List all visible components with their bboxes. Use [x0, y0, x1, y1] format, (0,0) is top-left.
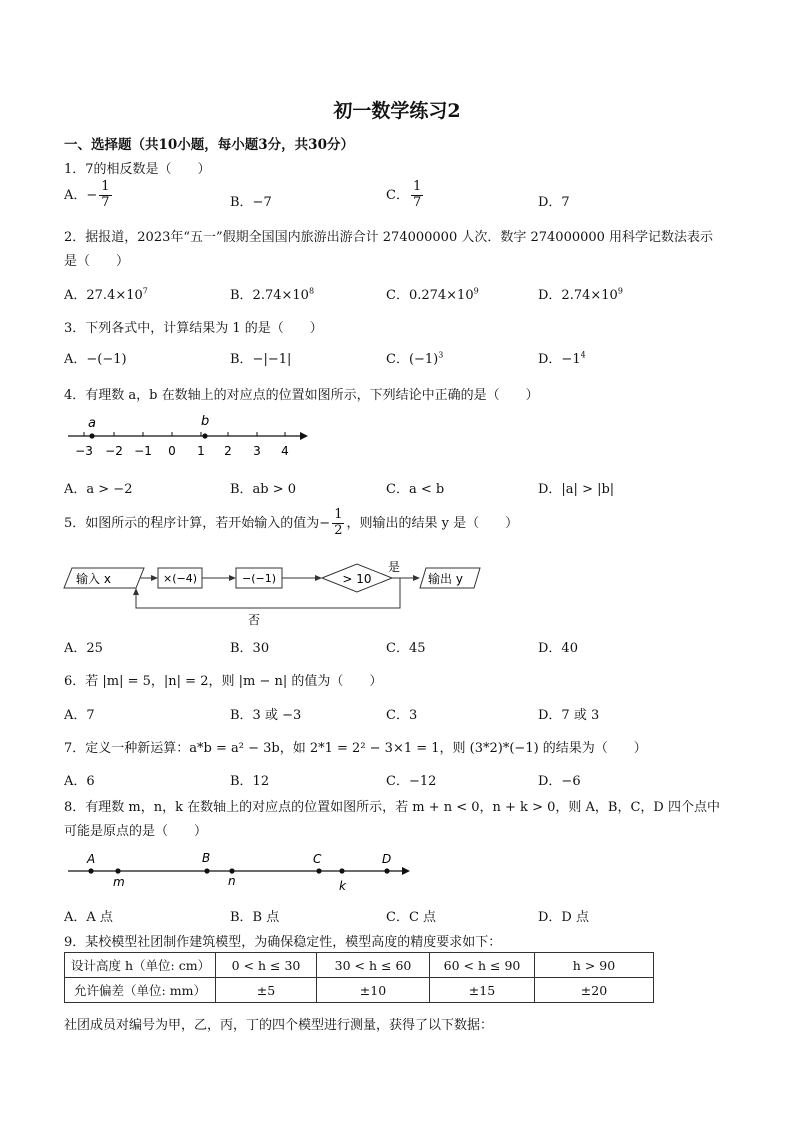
svg-text:×(−4): ×(−4) [162, 572, 198, 585]
q2-stem-line2: 是（ ） [64, 254, 130, 269]
q9-stem: 9．某校模型社团制作建筑模型，为确保稳定性，模型高度的精度要求如下： [64, 935, 502, 950]
label-B: B [202, 851, 211, 865]
q2-option-d: D．$2.74\times 10^9$ [538, 286, 623, 303]
q4-stem: 4．有理数 a，b 在数轴上的对应点的位置如图所示，下列结论中正确的是（ ） [64, 388, 539, 403]
table-cell: 30 < h ≤ 60 [317, 953, 430, 978]
table-cell: 60 < h ≤ 90 [430, 953, 535, 978]
tick-label: 0 [168, 444, 176, 458]
label-k: k [339, 879, 346, 893]
label-n: n [228, 874, 236, 888]
flow-no-label: 否 [248, 613, 261, 627]
q8-option-a: A．A 点 [64, 910, 113, 925]
label-D: D [382, 852, 392, 866]
flow-yes-label: 是 [388, 560, 401, 574]
q6-stem: 6．若 |m| = 5，|n| = 2，则 |m − n| 的值为（ ） [64, 674, 383, 689]
flow-input-label: 输入 x [76, 572, 111, 586]
q3-option-c: C．$(-1)^3$ [386, 350, 444, 367]
table-cell: ±5 [216, 978, 317, 1003]
q1-stem: 1．7的相反数是（ ） [64, 162, 211, 177]
q4-number-line [62, 410, 322, 462]
q5-option-c: C．45 [386, 641, 426, 656]
tick-label: −3 [75, 444, 93, 458]
point-a [89, 433, 94, 438]
q3-option-d: D．$-1^4$ [538, 350, 586, 367]
tick-label: 1 [197, 444, 205, 458]
table-row [65, 953, 654, 978]
table-cell: ±15 [430, 978, 535, 1003]
q2-stem-line1: 2．据报道，2023年“五一”假期全国国内旅游出游合计 274000000 人次．数字 274000000 用科学记数法表示 [64, 230, 714, 245]
q8-stem-line1: 8．有理数 m，n，k 在数轴上的对应点的位置如图所示，若 m + n < 0，n + k > 0，则 A，B，C，D 四个点中 [64, 800, 720, 815]
label-A: A [87, 852, 96, 866]
table-cell: h > 90 [535, 953, 654, 978]
tick-label: −1 [134, 444, 152, 458]
q3-option-b: B．−|−1| [230, 352, 292, 367]
section-heading: 一、选择题（共10小题，每小题3分，共30分） [64, 137, 354, 153]
tick-label: −2 [105, 444, 123, 458]
q5-flowchart [60, 560, 490, 630]
point-b [202, 433, 207, 438]
q4-option-d: D．|a| > |b| [538, 482, 615, 497]
svg-text:> 10: > 10 [342, 572, 372, 586]
q5-option-b: B．30 [230, 641, 270, 656]
q6-option-b: B．3 或 −3 [230, 708, 302, 723]
table-cell: 设计高度 h（单位: cm） [65, 953, 216, 978]
label-C: C [313, 852, 322, 866]
table-row [65, 978, 654, 1003]
q7-option-a: A．6 [64, 774, 95, 789]
q6-option-d: D．7 或 3 [538, 708, 600, 723]
q1-option-d: D．7 [538, 195, 570, 210]
q4-option-a: A．a > −2 [64, 482, 133, 497]
q7-stem: 7．定义一种新运算：a*b = a² − 3b，如 2*1 = 2² − 3×1 = 1，则 (3*2)*(−1) 的结果为（ ） [64, 741, 647, 756]
q1-option-a: A．− $\frac{1}{7}$ [64, 179, 110, 210]
q4-option-b: B．ab > 0 [230, 482, 297, 497]
q6-option-c: C．3 [386, 708, 418, 723]
q7-option-d: D．−6 [538, 774, 581, 789]
q3-stem: 3．下列各式中，计算结果为 1 的是（ ） [64, 321, 323, 336]
q6-option-a: A．7 [64, 708, 95, 723]
flow-output-label: 输出 y [428, 572, 463, 586]
tick-label: 4 [281, 444, 289, 458]
tick-label: 2 [224, 444, 232, 458]
q5-option-d: D．40 [538, 641, 578, 656]
table-cell: 0 < h ≤ 30 [216, 953, 317, 978]
label-b: b [201, 414, 210, 429]
tolerance-table [64, 952, 654, 1003]
q8-option-b: B．B 点 [230, 910, 280, 925]
q1-option-c: C． $\frac{1}{7}$ [386, 179, 422, 210]
tick-label: 3 [253, 444, 261, 458]
q7-option-c: C．−12 [386, 774, 437, 789]
q5-stem: 5．如图所示的程序计算，若开始输入的值为− $\frac{1}{2}$ ，则输出的结果 y 是（ ） [64, 507, 519, 538]
q2-option-c: C．$0.274\times 10^9$ [386, 286, 479, 303]
q9-after-text: 社团成员对编号为甲，乙，丙，丁的四个模型进行测量，获得了以下数据： [64, 1018, 494, 1033]
table-cell: ±10 [317, 978, 430, 1003]
label-a: a [88, 416, 96, 431]
table-cell: 允许偏差（单位: mm） [65, 978, 216, 1003]
q8-stem-line2: 可能是原点的是（ ） [64, 824, 208, 839]
svg-text:−(−1): −(−1) [241, 572, 277, 585]
q4-option-c: C．a < b [386, 482, 445, 497]
q1-option-b: B．−7 [230, 195, 272, 210]
q2-option-b: B．$2.74\times 10^8$ [230, 286, 315, 303]
table-cell: ±20 [535, 978, 654, 1003]
q8-option-c: C．C 点 [386, 910, 437, 925]
q7-option-b: B．12 [230, 774, 270, 789]
q8-option-d: D．D 点 [538, 910, 589, 925]
q2-option-a: A．$27.4\times 10^7$ [64, 286, 148, 303]
page-title: 初一数学练习2 [333, 100, 461, 122]
q8-number-line [62, 848, 422, 894]
q3-option-a: A．−(−1) [64, 352, 127, 367]
label-m: m [113, 875, 125, 889]
q5-option-a: A．25 [64, 641, 103, 656]
